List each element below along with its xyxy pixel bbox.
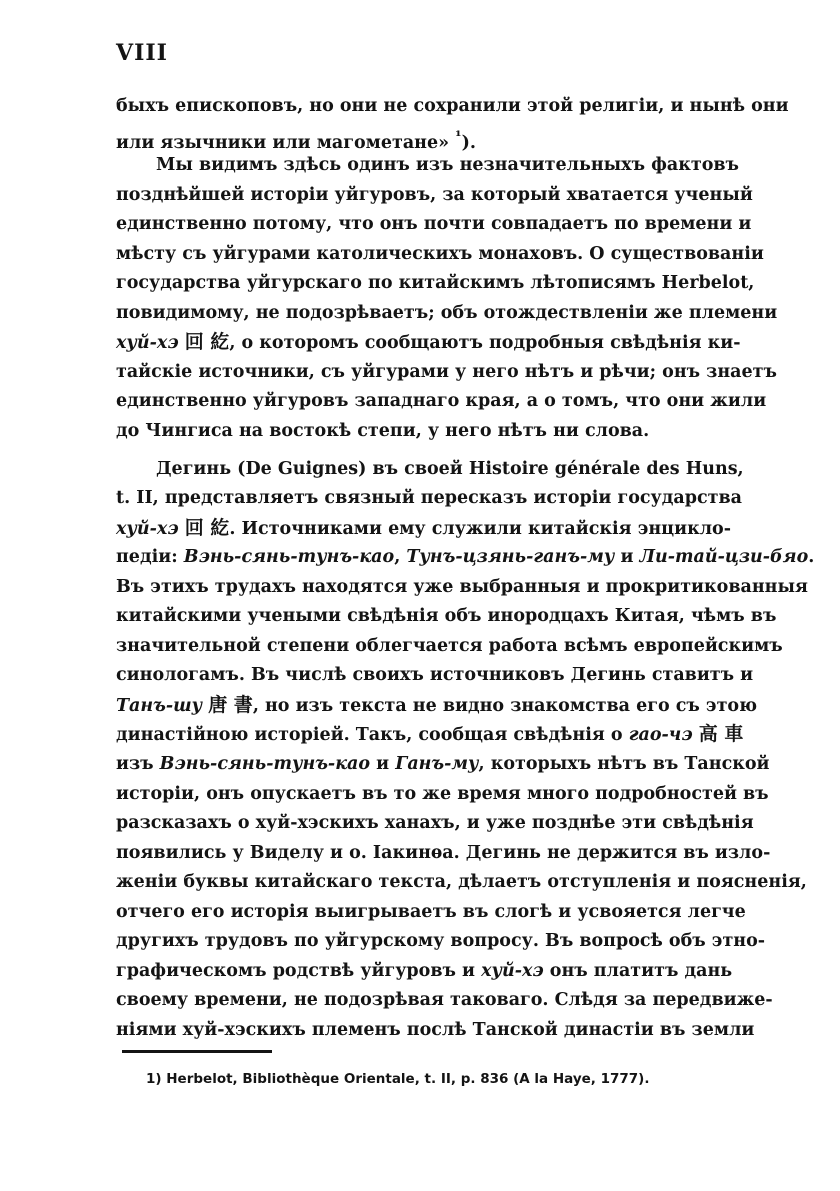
text-line: [116, 417, 726, 447]
footnote: 1) Herbelot, Bibliothèque Orientale, t. II, p. 836 (A la Haye, 1777).: [146, 1071, 650, 1087]
text-run: единственно потому, что онъ почти совпадаетъ по времени и: [116, 214, 752, 235]
text-line: [116, 299, 778, 329]
text-run: ніями хуй-хэскихъ племенъ послѣ Танской династіи въ земли: [116, 1019, 755, 1040]
text-line: [116, 328, 741, 358]
italic-term: Вэнь-сянь-тунъ-као: [183, 547, 395, 568]
text-line: [116, 181, 753, 211]
text-run: t. II, представляетъ связный пересказъ исторіи государства: [116, 488, 742, 509]
text-run: до Чингиса на востокѣ степи, у него нѣтъ ни слова.: [116, 421, 650, 442]
text-run: или язычники или магометане»: [116, 132, 456, 153]
chinese-characters: 回 紇: [184, 516, 230, 539]
chinese-characters: 回 紇: [184, 331, 230, 354]
text-run: онъ платитъ дань: [543, 960, 733, 981]
text-run: позднѣйшей исторіи уйгуровъ, за который хватается ученый: [116, 184, 753, 205]
footnote-rule: [122, 1050, 272, 1053]
text-line: [116, 210, 752, 240]
body-text: [116, 92, 815, 1046]
italic-term: Тунъ-цзянь-ганъ-му: [406, 547, 615, 568]
text-run: мѣсту съ уйгурами католическихъ монаховъ. О существованіи: [116, 243, 764, 264]
footnote-marker: ¹: [455, 127, 462, 145]
text-run: единственно уйгуровъ западнаго края, а о томъ, что они жили: [116, 391, 767, 412]
text-line: [116, 269, 755, 299]
text-line: [116, 750, 770, 780]
italic-term: хуй-хэ: [481, 960, 544, 981]
text-run: , которыхъ нѣтъ въ Танской: [478, 754, 770, 775]
text-line: [116, 514, 731, 544]
text-line: [116, 92, 789, 122]
text-line: [116, 151, 739, 181]
text-line: [116, 780, 769, 810]
italic-term: Ганъ-му: [395, 754, 479, 775]
text-run: Дегинь (De Guignes) въ своей Histoire générale des Huns,: [156, 458, 744, 479]
text-run: значительной степени облегчается работа всѣмъ европейскимъ: [116, 635, 783, 656]
text-line: [116, 691, 758, 721]
text-line: [116, 868, 807, 898]
text-line: [116, 661, 754, 691]
text-line: [116, 839, 771, 869]
text-run: Мы видимъ здѣсь одинъ изъ незначительныхъ фактовъ: [156, 155, 739, 176]
text-line: [116, 632, 783, 662]
text-line: [116, 986, 773, 1016]
text-line: [116, 1016, 755, 1046]
text-run: другихъ трудовъ по уйгурскому вопросу. Въ вопросѣ объ этно-: [116, 931, 766, 952]
text-line: [116, 720, 744, 750]
text-run: женіи буквы китайскаго текста, дѣлаетъ отступленія и поясненія,: [116, 872, 807, 893]
text-run: своему времени, не подозрѣвая таковаго. Слѣдя за передвиже-: [116, 990, 773, 1011]
chinese-characters: 高 車: [698, 723, 744, 746]
text-run: тайскіе источники, съ уйгурами у него нѣтъ и рѣчи; онъ знаетъ: [116, 361, 777, 382]
text-run: педіи:: [116, 547, 184, 568]
italic-term: Ли-тай-цзи-бяо: [639, 547, 809, 568]
text-run: появились у Виделу и о. Іакинѳа. Дегинь не держится въ изло-: [116, 842, 771, 863]
text-run: синологамъ. Въ числѣ своихъ источниковъ Дегинь ставитъ и: [116, 665, 754, 686]
text-run: изъ: [116, 754, 160, 775]
text-run: и: [370, 754, 396, 775]
italic-term: гао-чэ: [628, 725, 693, 746]
text-run: , но изъ текста не видно знакомства его съ этою: [252, 695, 758, 716]
text-run: разсказахъ о хуй-хэскихъ ханахъ, и уже позднѣе эти свѣдѣнія: [116, 813, 754, 834]
page-number: VIII: [116, 40, 168, 66]
text-line: [116, 809, 754, 839]
italic-term: Вэнь-сянь-тунъ-као: [159, 754, 371, 775]
text-run: . Источниками ему служили китайскія энцикло-: [229, 518, 731, 539]
text-line: [116, 484, 742, 514]
text-run: и: [614, 547, 640, 568]
italic-term: Танъ-шу: [116, 695, 203, 716]
text-run: , о которомъ сообщаютъ подробныя свѣдѣнія ки-: [229, 333, 741, 354]
text-run: китайскими учеными свѣдѣнія объ инородцахъ Китая, чѣмъ въ: [116, 606, 777, 627]
text-run: ,: [394, 547, 407, 568]
text-run: ).: [461, 132, 476, 153]
italic-term: хуй-хэ: [116, 518, 179, 539]
text-line: [116, 573, 808, 603]
text-line: [116, 602, 777, 632]
chinese-characters: 唐 書: [208, 693, 253, 716]
text-line: [116, 387, 767, 417]
text-line: [116, 122, 726, 152]
text-run: отчего его исторія выигрываетъ въ слогѣ и усвояется легче: [116, 901, 746, 922]
text-run: быхъ епископовъ, но они не сохранили этой религіи, и нынѣ они: [116, 96, 789, 116]
text-run: графическомъ родствѣ уйгуровъ и: [116, 960, 482, 981]
text-line: [116, 957, 733, 987]
text-run: .: [808, 547, 815, 568]
text-run: Въ этихъ трудахъ находятся уже выбранныя и прокритикованныя: [116, 576, 808, 597]
text-run: исторіи, онъ опускаетъ въ то же время много подробностей въ: [116, 783, 769, 804]
text-line: [116, 455, 744, 485]
text-line: [116, 543, 815, 573]
text-line: [116, 240, 764, 270]
text-run: государства уйгурскаго по китайскимъ лѣтописямъ Herbelot,: [116, 273, 755, 294]
text-line: [116, 358, 777, 388]
text-run: династійною исторіей. Такъ, сообщая свѣдѣнія о: [116, 725, 629, 746]
text-line: [116, 898, 746, 928]
text-run: повидимому, не подозрѣваетъ; объ отождествленіи же племени: [116, 302, 778, 323]
italic-term: хуй-хэ: [116, 333, 179, 354]
text-line: [116, 927, 766, 957]
